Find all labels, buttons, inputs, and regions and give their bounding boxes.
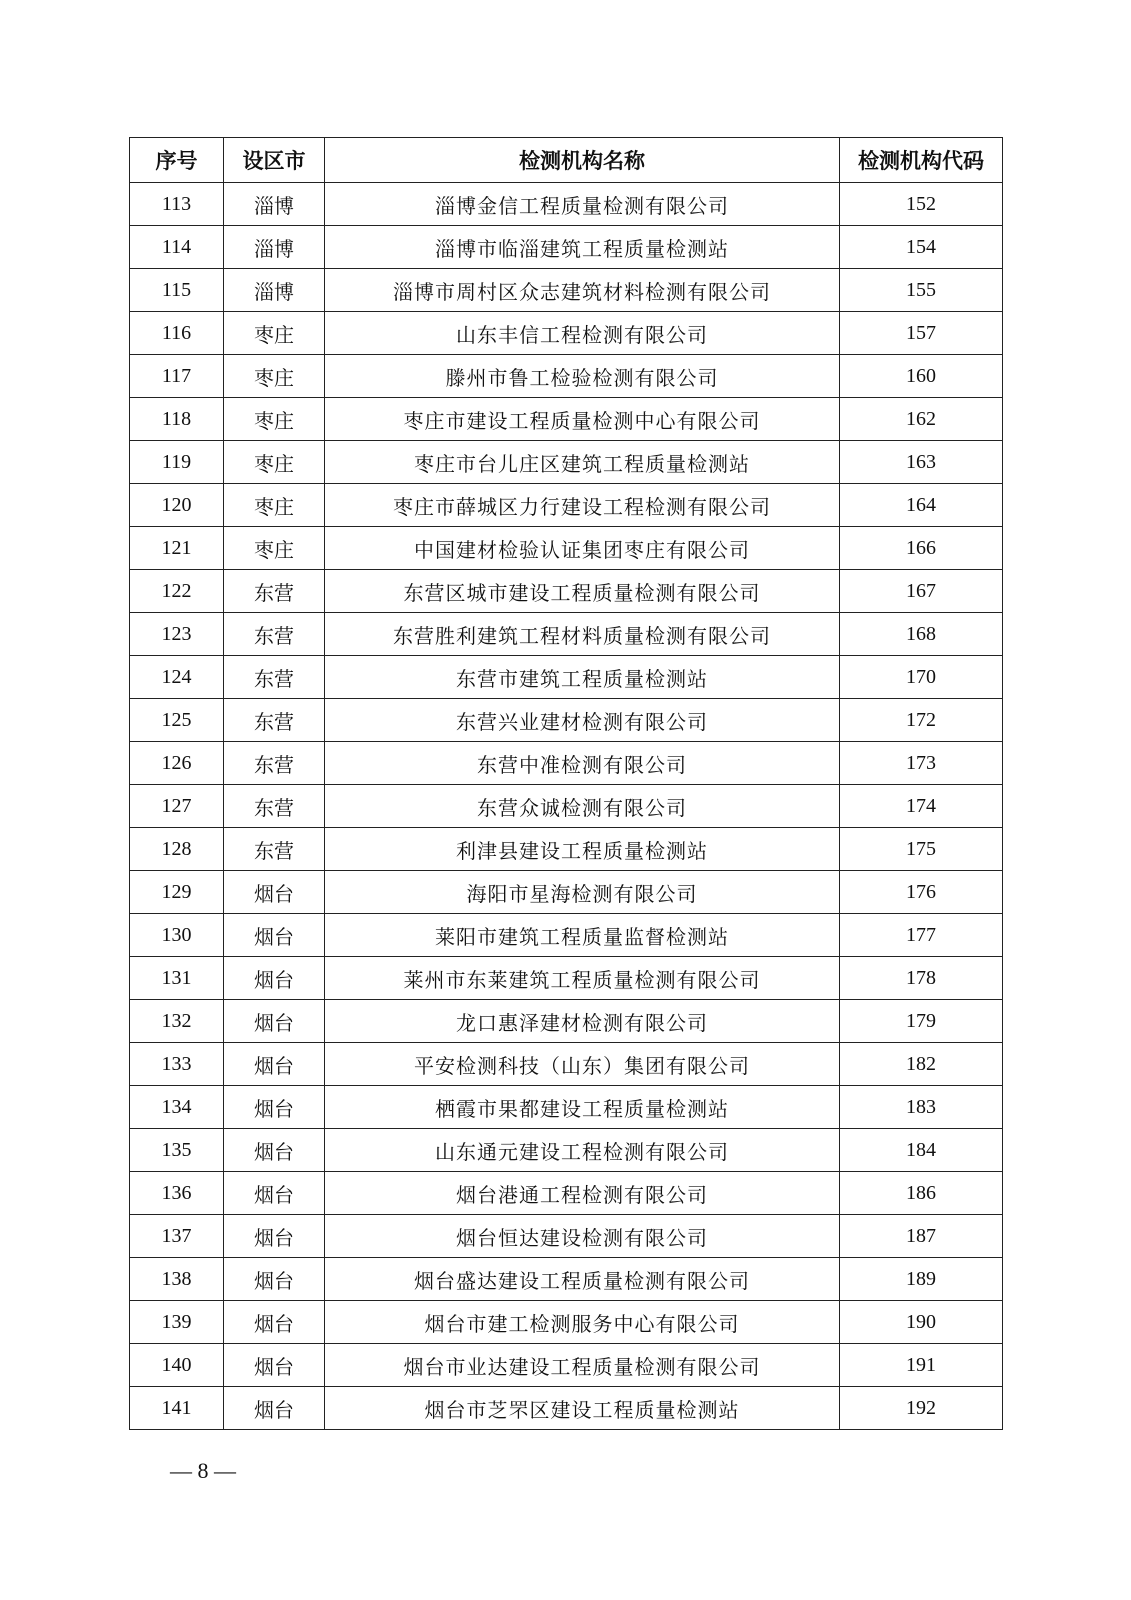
cell-seq: 138 [130, 1258, 224, 1301]
cell-city: 烟台 [224, 1258, 325, 1301]
cell-seq: 124 [130, 656, 224, 699]
cell-city: 淄博 [224, 183, 325, 226]
cell-city: 东营 [224, 570, 325, 613]
cell-code: 162 [840, 398, 1003, 441]
cell-city: 淄博 [224, 226, 325, 269]
cell-seq: 134 [130, 1086, 224, 1129]
cell-seq: 129 [130, 871, 224, 914]
table-row [130, 226, 1003, 269]
table-row [130, 1344, 1003, 1387]
cell-seq: 139 [130, 1301, 224, 1344]
page-number: — 8 — [170, 1458, 236, 1483]
cell-code: 173 [840, 742, 1003, 785]
cell-seq: 114 [130, 226, 224, 269]
cell-seq: 120 [130, 484, 224, 527]
cell-code: 187 [840, 1215, 1003, 1258]
cell-city: 东营 [224, 785, 325, 828]
cell-code: 168 [840, 613, 1003, 656]
cell-code: 172 [840, 699, 1003, 742]
cell-name: 平安检测科技（山东）集团有限公司 [325, 1043, 840, 1086]
cell-city: 烟台 [224, 914, 325, 957]
cell-seq: 113 [130, 183, 224, 226]
cell-name: 利津县建设工程质量检测站 [325, 828, 840, 871]
cell-city: 烟台 [224, 1344, 325, 1387]
cell-city: 东营 [224, 828, 325, 871]
cell-seq: 141 [130, 1387, 224, 1430]
cell-seq: 118 [130, 398, 224, 441]
table-row [130, 871, 1003, 914]
cell-seq: 137 [130, 1215, 224, 1258]
cell-seq: 132 [130, 1000, 224, 1043]
cell-name: 淄博金信工程质量检测有限公司 [325, 183, 840, 226]
cell-seq: 115 [130, 269, 224, 312]
cell-seq: 121 [130, 527, 224, 570]
table-row [130, 699, 1003, 742]
cell-name: 烟台市芝罘区建设工程质量检测站 [325, 1387, 840, 1430]
cell-code: 163 [840, 441, 1003, 484]
table-row [130, 1086, 1003, 1129]
cell-city: 枣庄 [224, 527, 325, 570]
table-row [130, 613, 1003, 656]
cell-name: 烟台港通工程检测有限公司 [325, 1172, 840, 1215]
cell-name: 枣庄市薛城区力行建设工程检测有限公司 [325, 484, 840, 527]
cell-name: 枣庄市建设工程质量检测中心有限公司 [325, 398, 840, 441]
cell-code: 186 [840, 1172, 1003, 1215]
cell-city: 烟台 [224, 1301, 325, 1344]
cell-code: 192 [840, 1387, 1003, 1430]
cell-city: 烟台 [224, 1000, 325, 1043]
table-row [130, 828, 1003, 871]
table-row [130, 269, 1003, 312]
table-row [130, 957, 1003, 1000]
cell-seq: 122 [130, 570, 224, 613]
cell-code: 157 [840, 312, 1003, 355]
cell-code: 160 [840, 355, 1003, 398]
cell-code: 166 [840, 527, 1003, 570]
cell-city: 东营 [224, 742, 325, 785]
table-row [130, 527, 1003, 570]
cell-code: 164 [840, 484, 1003, 527]
cell-name: 淄博市临淄建筑工程质量检测站 [325, 226, 840, 269]
cell-seq: 123 [130, 613, 224, 656]
cell-code: 170 [840, 656, 1003, 699]
cell-name: 龙口惠泽建材检测有限公司 [325, 1000, 840, 1043]
cell-seq: 131 [130, 957, 224, 1000]
cell-seq: 127 [130, 785, 224, 828]
cell-code: 152 [840, 183, 1003, 226]
cell-name: 东营区城市建设工程质量检测有限公司 [325, 570, 840, 613]
cell-code: 179 [840, 1000, 1003, 1043]
cell-name: 莱阳市建筑工程质量监督检测站 [325, 914, 840, 957]
cell-city: 东营 [224, 699, 325, 742]
cell-city: 淄博 [224, 269, 325, 312]
cell-city: 烟台 [224, 1172, 325, 1215]
cell-seq: 116 [130, 312, 224, 355]
cell-name: 东营中准检测有限公司 [325, 742, 840, 785]
table-row [130, 656, 1003, 699]
cell-name: 东营胜利建筑工程材料质量检测有限公司 [325, 613, 840, 656]
table-row [130, 1215, 1003, 1258]
cell-code: 176 [840, 871, 1003, 914]
cell-code: 178 [840, 957, 1003, 1000]
cell-name: 烟台恒达建设检测有限公司 [325, 1215, 840, 1258]
table-row [130, 183, 1003, 226]
table-row [130, 914, 1003, 957]
header-name: 检测机构名称 [325, 138, 840, 183]
cell-code: 184 [840, 1129, 1003, 1172]
cell-code: 190 [840, 1301, 1003, 1344]
cell-name: 烟台市建工检测服务中心有限公司 [325, 1301, 840, 1344]
table-header [130, 138, 1003, 183]
table-row [130, 1129, 1003, 1172]
table-row [130, 312, 1003, 355]
cell-city: 烟台 [224, 871, 325, 914]
cell-name: 淄博市周村区众志建筑材料检测有限公司 [325, 269, 840, 312]
cell-city: 枣庄 [224, 398, 325, 441]
header-row [130, 138, 1003, 183]
cell-code: 191 [840, 1344, 1003, 1387]
table-row [130, 785, 1003, 828]
table-row [130, 1387, 1003, 1430]
cell-name: 烟台盛达建设工程质量检测有限公司 [325, 1258, 840, 1301]
table-row [130, 570, 1003, 613]
cell-city: 枣庄 [224, 484, 325, 527]
cell-name: 栖霞市果都建设工程质量检测站 [325, 1086, 840, 1129]
cell-seq: 125 [130, 699, 224, 742]
table-row [130, 441, 1003, 484]
cell-city: 东营 [224, 656, 325, 699]
cell-code: 154 [840, 226, 1003, 269]
cell-code: 174 [840, 785, 1003, 828]
cell-name: 滕州市鲁工检验检测有限公司 [325, 355, 840, 398]
cell-code: 175 [840, 828, 1003, 871]
cell-city: 东营 [224, 613, 325, 656]
cell-seq: 133 [130, 1043, 224, 1086]
cell-code: 177 [840, 914, 1003, 957]
cell-city: 烟台 [224, 1215, 325, 1258]
table-body [130, 183, 1003, 1430]
cell-seq: 130 [130, 914, 224, 957]
table-row [130, 398, 1003, 441]
cell-code: 189 [840, 1258, 1003, 1301]
cell-city: 烟台 [224, 1086, 325, 1129]
cell-name: 东营市建筑工程质量检测站 [325, 656, 840, 699]
table-row [130, 1172, 1003, 1215]
cell-city: 烟台 [224, 1043, 325, 1086]
cell-city: 枣庄 [224, 355, 325, 398]
cell-seq: 117 [130, 355, 224, 398]
inspection-institutions-table [129, 137, 1003, 1430]
cell-seq: 135 [130, 1129, 224, 1172]
table-row [130, 742, 1003, 785]
header-code: 检测机构代码 [840, 138, 1003, 183]
cell-name: 中国建材检验认证集团枣庄有限公司 [325, 527, 840, 570]
cell-city: 枣庄 [224, 441, 325, 484]
cell-city: 枣庄 [224, 312, 325, 355]
cell-city: 烟台 [224, 957, 325, 1000]
cell-seq: 128 [130, 828, 224, 871]
table-row [130, 1258, 1003, 1301]
cell-seq: 126 [130, 742, 224, 785]
cell-name: 烟台市业达建设工程质量检测有限公司 [325, 1344, 840, 1387]
cell-seq: 119 [130, 441, 224, 484]
table-row [130, 1000, 1003, 1043]
table-row [130, 484, 1003, 527]
cell-seq: 140 [130, 1344, 224, 1387]
cell-code: 167 [840, 570, 1003, 613]
cell-name: 东营兴业建材检测有限公司 [325, 699, 840, 742]
cell-name: 山东丰信工程检测有限公司 [325, 312, 840, 355]
cell-name: 东营众诚检测有限公司 [325, 785, 840, 828]
cell-name: 莱州市东莱建筑工程质量检测有限公司 [325, 957, 840, 1000]
header-city: 设区市 [224, 138, 325, 183]
cell-city: 烟台 [224, 1387, 325, 1430]
cell-city: 烟台 [224, 1129, 325, 1172]
header-seq: 序号 [130, 138, 224, 183]
cell-code: 155 [840, 269, 1003, 312]
cell-code: 183 [840, 1086, 1003, 1129]
table-row [130, 1043, 1003, 1086]
cell-name: 海阳市星海检测有限公司 [325, 871, 840, 914]
table-row [130, 1301, 1003, 1344]
cell-code: 182 [840, 1043, 1003, 1086]
cell-name: 山东通元建设工程检测有限公司 [325, 1129, 840, 1172]
table-row [130, 355, 1003, 398]
cell-seq: 136 [130, 1172, 224, 1215]
cell-name: 枣庄市台儿庄区建筑工程质量检测站 [325, 441, 840, 484]
